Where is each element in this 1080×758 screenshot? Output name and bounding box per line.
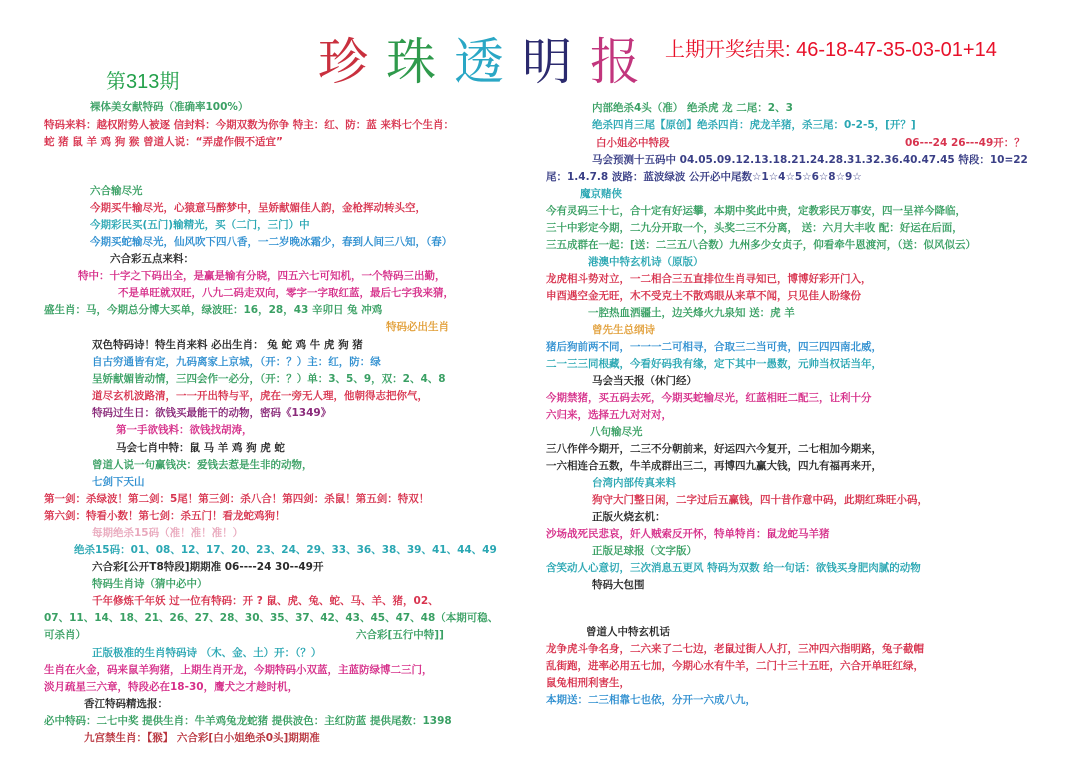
right-text-line: 尾：1.4.7.8 波路：蓝波绿波 公开必中尾数☆1☆4☆5☆6☆8☆9☆	[546, 171, 862, 183]
right-text-line: 申酉遇空金无旺，木不受克土不散鸡眼从来草不闻，只见佳人盼缘份	[546, 290, 861, 302]
left-text-line: 六合彩[公开T8特段]期期准 06----24 30--49开	[92, 561, 324, 573]
right-text-line: 曾道人中特玄机话	[586, 626, 670, 638]
left-text-line: 第一手欲钱料：欲钱找胡涛，	[116, 424, 253, 436]
left-text-line: 马会七肖中特：鼠 马 羊 鸡 狗 虎 蛇	[116, 442, 285, 454]
right-text-line: 06---24 26---49开：？	[905, 137, 1025, 149]
left-text-line: 07、11、14、18、21、26、27、28、30、35、37、42、43、45、47、48（本期可稳、	[44, 612, 499, 624]
right-text-line: 白小姐必中特段	[596, 137, 670, 149]
title-char: 珠	[386, 33, 454, 91]
right-text-line: 港澳中特玄机诗（原版）	[588, 256, 704, 268]
left-text-line: 六合彩[五行中特]]	[356, 629, 444, 641]
right-text-line: 绝杀四肖三尾【原创】绝杀四肖：虎龙羊猪，杀三尾：0-2-5，[开？]	[592, 119, 916, 131]
left-text-line: 特码过生日：欲钱买最能干的动物，密码《1349》	[92, 407, 332, 419]
left-text-line: 九宫禁生肖：【猴】 六合彩[白小姐绝杀0头]期期准	[84, 732, 320, 744]
left-text-line: 道尽玄机波路清，一一开出特与平，虎在一旁无人理，他朝得志把你气，	[92, 390, 428, 402]
right-text-line: 今有灵码三十七，合十定有好运攀，本期中奖此中贵，定教彩民万事安，四一呈祥今降临，	[546, 205, 966, 217]
left-text-line: 自古穷通皆有定，九码离家上京城，（开：？）主：红，防：绿	[92, 356, 381, 368]
right-text-line: 正版足球报（文字版）	[592, 545, 697, 557]
right-text-line: 三八作伴今期开，二三不分朝前来，好运四六今复开，二七相加今期来，	[546, 443, 882, 455]
left-text-line: 裸体美女献特码（准确率100%）	[90, 101, 249, 113]
left-text-line: 六合输尽光	[90, 185, 143, 197]
right-text-line: 马会预测十五码中 04.05.09.12.13.18.21.24.28.31.32.36.40.47.45 特段：10=22	[592, 154, 1028, 166]
issue-number: 第313期	[106, 71, 180, 93]
right-text-line: 今期禁猪，买五码去死，今期买蛇输尽光，红蓝相旺二配三，让利十分	[546, 392, 872, 404]
right-text-line: 鼠兔相刑利害生，	[546, 677, 630, 689]
left-text-line: 特中：十字之下码出全，是赢是输有分晓，四五六七可知机，一个特码三出勤，	[78, 270, 446, 282]
left-text-line: 今期彩民买(五门)输精光，买（二门，三门）中	[90, 219, 310, 231]
right-text-line: 含笑动人心意切，三次消息五更风 特码为双数 给一句话：欲钱买身肥肉腻的动物	[546, 562, 921, 574]
right-text-line: 乱街跑，进率必用五七加，今期心水有牛羊，二门十三十五旺，六合开单旺红绿，	[546, 660, 924, 672]
left-text-line: 绝杀15码：01、08、12、17、20、23、24、29、33、36、38、39、41、44、49	[74, 544, 497, 556]
right-text-line: 特码大包围	[592, 579, 645, 591]
left-text-line: 今期买牛输尽光，心猿意马醉梦中，呈娇献媚佳人韵，金枪挥动转头空，	[90, 202, 426, 214]
newspaper-title	[318, 32, 658, 92]
left-text-line: 特码生肖诗（猜中必中）	[92, 578, 208, 590]
right-text-line: 曾先生总纲诗	[592, 324, 655, 336]
right-text-line: 六归来，选择五九对对对，	[546, 409, 672, 421]
left-text-line: 香江特码精选报：	[84, 698, 168, 710]
left-text-line: 特码必出生肖	[386, 321, 449, 333]
right-text-line: 本期送：二三相靠七也依，分开一六成八九，	[546, 694, 756, 706]
left-text-line: 不是单旺就双旺，八九二码走双向，零字一字取红蓝，最后七字我来猜，	[118, 287, 454, 299]
left-text-line: 正版极准的生肖特码诗 （木、金、土）开：（？）	[92, 647, 322, 659]
last-result-label: 上期开奖结果:	[665, 39, 791, 61]
right-text-line: 猪后狗前两不同，一一一二可相寻，合取三二当可贵，四三四四南北威，	[546, 341, 882, 353]
right-text-line: 三五成群在一起：[送：二三五八合数）九州多少女贞子，仰看牵牛恩渡河，（送：似风似云）	[546, 239, 977, 251]
left-text-line: 双色特码诗！特生肖来料 必出生肖： 兔 蛇 鸡 牛 虎 狗 猪	[92, 339, 363, 351]
right-text-line: 龙争虎斗争名身，二六来了二七边，老鼠过街人人打，三冲四六指明路，兔子截帽	[546, 643, 924, 655]
left-text-line: 曾道人说一句赢钱决：爱钱去惹是生非的动物，	[92, 459, 313, 471]
right-text-line: 三十中彩定今期，二九分开取一个，头奖二三不分离， 送：六月大丰收 配：好运在后面，	[546, 222, 963, 234]
last-result-value: 46-18-47-35-03-01+14	[796, 39, 997, 61]
left-text-line: 千年修炼千年妖 过一位有特码：开 ? 鼠、虎、兔、蛇、马、羊、猪，02、	[92, 595, 439, 607]
right-text-line: 二一三三同根藏，今看好码我有缘，定下其中一愚数，元帅当权话当年，	[546, 358, 882, 370]
right-text-line: 沙场战死民悲哀，奸人贼索反开怀，特单特肖：鼠龙蛇马羊猪	[546, 528, 830, 540]
title-char: 珍	[318, 33, 386, 91]
right-text-line: 龙虎相斗势对立，一二相合三五直排位生肖寻知已，博博好彩开门入，	[546, 273, 872, 285]
left-text-line: 特码来料：越权附势人被逐 信封料：今期双数为你争 特主：红、防：蓝 来料七个生肖：	[44, 119, 454, 131]
right-text-line: 一六相连合五数，牛羊成群出三二，再博四九赢大钱，四九有福再来开，	[546, 460, 882, 472]
left-text-line: 蛇 猪 鼠 羊 鸡 狗 猴 曾道人说：“弄虚作假不适宜”	[44, 136, 283, 148]
left-text-line: 呈娇献媚皆动情，三四会作一必分，（开：？）单：3、5、9，双：2、4、8	[92, 373, 446, 385]
right-text-line: 内部绝杀4头（准） 绝杀虎 龙 二尾：2、3	[592, 102, 793, 114]
title-char: 透	[454, 33, 522, 91]
right-text-line: 魔京赌侠	[580, 188, 622, 200]
right-text-line: 马会当天报（休门经）	[592, 375, 697, 387]
left-text-line: 六合彩五点来料：	[110, 253, 194, 265]
right-text-line: 狗守大门整日闲，二字过后五赢钱，四十昔作意中码，此期红珠旺小码，	[592, 494, 928, 506]
right-text-line: 八句输尽光	[590, 426, 643, 438]
left-text-line: 七剑下天山	[92, 476, 145, 488]
left-text-line: 可杀肖）	[44, 629, 86, 641]
left-text-line: 第一剑：杀绿波！第二剑：5尾！第三剑：杀八合！第四剑：杀鼠！第五剑：特双！	[44, 493, 430, 505]
right-text-line: 正版火烧玄机：	[592, 511, 666, 523]
left-text-line: 淡月疏星三六章，特段必在18-30，鹰犬之才趁时机，	[44, 681, 299, 693]
last-draw-result	[665, 38, 997, 62]
left-text-line: 盛生肖：马，今期总分博大买单，绿波旺：16，28，43 辛卯日 兔 冲鸡	[44, 304, 383, 316]
left-text-line: 每期绝杀15码（准！准！准！）	[92, 527, 244, 539]
left-text-line: 今期买蛇输尽光，仙风吹下四八香，一二岁晚冰霜少，春到人间三八知，（春）	[90, 236, 453, 248]
left-text-line: 生肖在火金，码来鼠羊狗猪，上期生肖开龙，今期特码小双蓝，主蓝防绿博二三门，	[44, 664, 433, 676]
left-text-line: 第六剑：特看小数！第七剑：杀五门！看龙蛇鸡狗！	[44, 510, 286, 522]
right-text-line: 台湾内部传真来料	[592, 477, 676, 489]
title-char: 报	[590, 33, 658, 91]
right-text-line: 一腔热血洒疆土，边关烽火九泉知 送：虎 羊	[588, 307, 795, 319]
title-char: 明	[522, 33, 590, 91]
left-text-line: 必中特码：二七中奖 提供生肖：牛羊鸡兔龙蛇猪 提供波色：主红防蓝 提供尾数：1398	[44, 715, 452, 727]
